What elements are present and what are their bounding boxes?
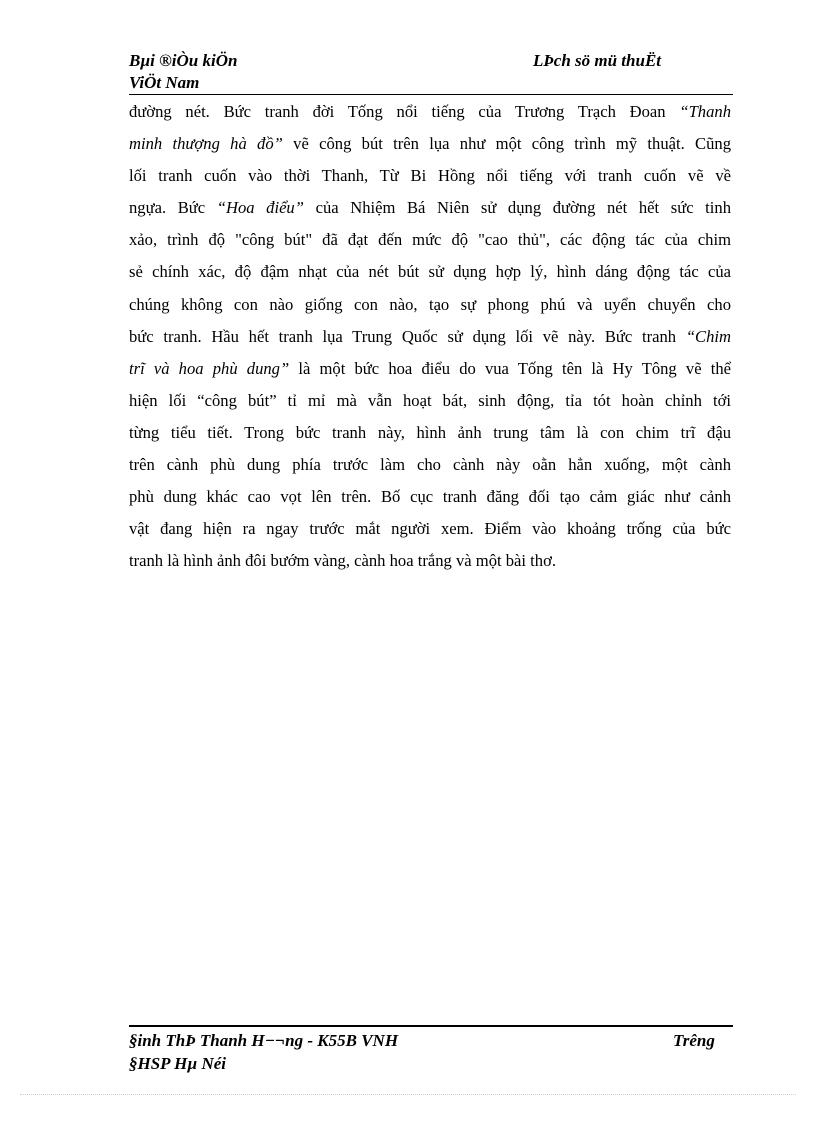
paragraph-text: sẻ chính xác, độ đậm nhạt của nét bút sử dụng hợp lý, hình dáng động tác của [129,262,731,282]
paragraph-text: của Nhiệm Bá Niên sử dụng đường nét hết sức tinh [303,198,731,218]
paragraph-text: bức tranh. Hầu hết tranh lụa Trung Quốc sử dụng lối vẽ này. Bức tranh [129,326,686,346]
header-subject: LÞch sö mü thuËt [533,51,662,70]
paragraph-text: tranh là hình ảnh đôi bướm vàng, cành hoa trắng và một bài thơ. [129,551,556,571]
italic-title-text: “Thanh [679,102,731,121]
paragraph-line [129,545,731,577]
header-divider [129,94,733,95]
paragraph-text: từng tiểu tiết. Trong bức tranh này, hình ảnh trung tâm là con chim trĩ đậu [129,422,731,442]
paragraph-line [129,481,731,513]
footer-university: §HSP Hµ Néi [129,1054,226,1073]
paragraph-text: chúng không con nào giống con nào, tạo sự phong phú và uyển chuyển cho [129,294,731,314]
italic-title-text: trĩ và hoa phù dung” [129,358,290,378]
paragraph-text: xảo, trình độ "công bút" đã đạt đến mức độ "cao thủ", các động tác của chim [129,230,731,250]
paragraph-text: hiện lối “công bút” tỉ mỉ mà vẫn hoạt bát, sinh động, tỉa tót hoàn chỉnh tới [129,390,731,410]
paragraph-text: trên cành phù dung phía trước làm cho cành này oằn hẳn xuống, một cành [129,455,731,475]
paragraph-text: vẽ công bút trên lụa như một công trình mỹ thuật. Cũng [282,134,731,154]
body-paragraph [129,96,731,577]
footer-author: §inh ThÞ Thanh H−¬ng - K55B VNH [129,1031,399,1050]
italic-title-text: “Chim [685,326,731,346]
italic-title-text: “Hoa điểu” [216,198,304,218]
paragraph-text: là một bức hoa điểu do vua Tống tên là Hy Tông vẽ thể [289,358,731,378]
paragraph-line [129,289,731,321]
paragraph-line [129,192,731,224]
paragraph-line [129,224,731,256]
paragraph-line [129,513,731,545]
paragraph-text: vật đang hiện ra ngay trước mắt người xem. Điểm vào khoảng trống của bức [129,519,731,539]
paragraph-line [129,417,731,449]
paragraph-line [129,160,731,192]
paragraph-line [129,353,731,385]
header-document-title-cont: ViÖt Nam [129,73,200,92]
paragraph-text: phù dung khác cao vọt lên trên. Bố cục tranh đăng đối tạo cảm giác như cảnh [129,487,731,507]
paragraph-line [129,128,731,160]
paragraph-text: đường nét. Bức tranh đời Tống nổi tiếng của Trương Trạch Đoan [129,102,680,121]
paragraph-line [129,96,731,128]
footer-divider [129,1025,733,1027]
page-bottom-dotted-line [20,1094,796,1095]
paragraph-line [129,321,731,353]
paragraph-line [129,449,731,481]
italic-title-text: minh thượng hà đồ” [129,134,283,154]
header-document-title: Bµi ®iÒu kiÖn [129,51,238,70]
paragraph-text: ngựa. Bức [129,198,217,218]
paragraph-line [129,256,731,288]
footer-school-label: Trêng [673,1031,715,1050]
paragraph-text: lối tranh cuốn vào thời Thanh, Từ Bi Hồng nổi tiếng với tranh cuốn vẽ về [129,166,731,186]
paragraph-line [129,385,731,417]
